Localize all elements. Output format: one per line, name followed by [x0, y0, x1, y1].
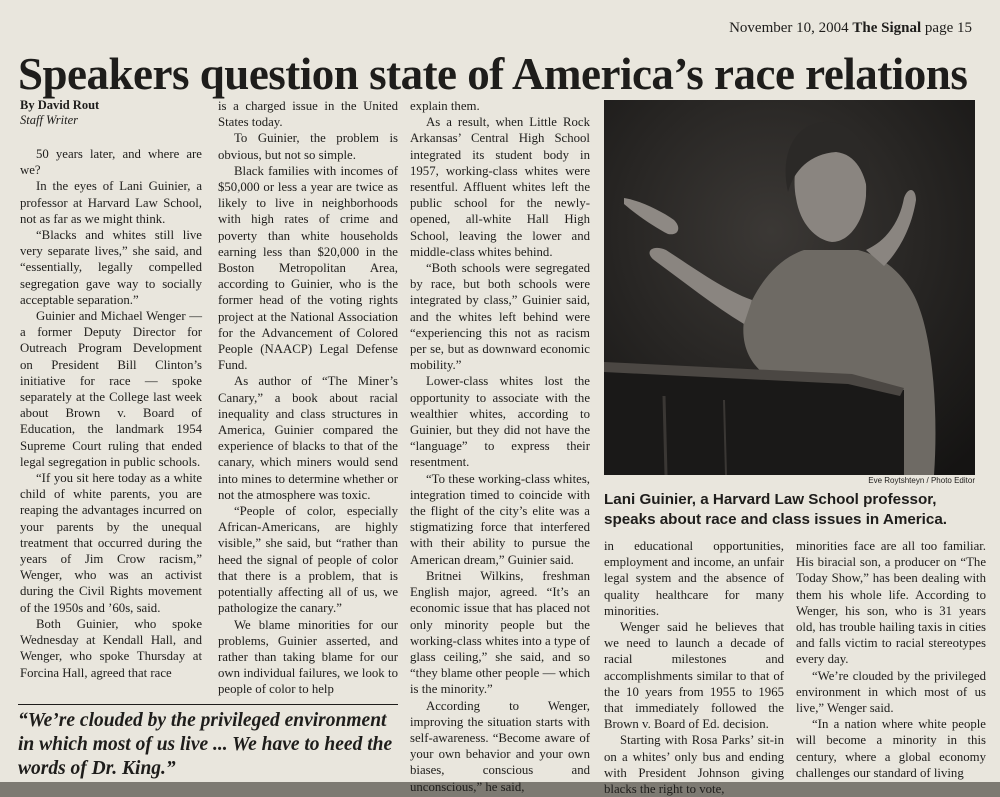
headline: Speakers question state of America’s race relations [18, 49, 968, 99]
folio-page-number: page 15 [924, 20, 972, 36]
paragraph: is a charged issue in the United States today. [218, 99, 398, 130]
paragraph: According to Wenger, improving the situation starts with self-awareness. “Become aware of your own behavior and your own biases, conscious and unconscious,” he said, [410, 698, 590, 794]
paragraph: “We’re clouded by the privileged environment in which most of us live,” Wenger said. [796, 668, 986, 716]
paragraph: in educational opportunities, employment and income, an unfair legal system and the absence of quality healthcare for many minorities. [604, 539, 784, 618]
paragraph: Both Guinier, who spoke Wednesday at Kendall Hall, and Wenger, who spoke Thursday at Forcina Hall, agreed that race [20, 616, 202, 680]
folio-paper-name: The Signal [852, 20, 922, 36]
article-column-1 [20, 146, 202, 702]
page-folio [729, 20, 972, 37]
paragraph: Lower-class whites lost the opportunity to associate with the wealthier whites, according to Guinier, but they did not have the “language” to express their resentment. [410, 374, 590, 470]
photo-credit: Eve Roytshteyn / Photo Editor [868, 476, 975, 485]
paragraph: As a result, when Little Rock Arkansas’ Central High School integrated its student body in 1957, working-class whites were resentful. Affluent whites left the public school for the newly-opened, all-white Hall High School, leaving the lower and middle-class whites behind. [410, 115, 590, 259]
article-column-5 [796, 538, 986, 782]
article-column-2 [218, 98, 398, 702]
paragraph: “To these working-class whites, integration timed to coincide with the flight of the city’s elite was a stigmatizing force that interfered with their ability to pursue the American dream,” Guinier said. [410, 471, 590, 567]
article-column-4 [604, 538, 784, 797]
folio-date: November 10, 2004 [729, 20, 849, 36]
paragraph: Wenger said he believes that we need to launch a decade of racial milestones and accomplishments similar to that of the 10 years from 1955 to 1965 that immediately followed the Brown v. Board of Ed. decision. [604, 620, 784, 732]
paragraph: “In a nation where white people will become a minority in this century, where a global economy challenges our standard of living [796, 717, 986, 780]
paragraph: minorities face are all too familiar. His biracial son, a producer on “The Today Show,” has been dealing with them his whole life. According to Wenger, his son, who is 31 years old, has trouble hailing taxis in cities and falls victim to racial stereotypes every day. [796, 539, 986, 667]
paragraph: explain them. [410, 99, 480, 113]
paragraph: 50 years later, and where are we? [20, 147, 202, 178]
paragraph: We blame minorities for our problems, Guinier asserted, and rather than taking blame for our own individual failures, we look to people of color to help [218, 617, 398, 697]
paragraph: “People of color, especially African-Americans, are highly visible,” she said, but “rather than heed the signal of people of color that there is a problem, that is potentially affecting all of us, we pathologize the canary.” [218, 504, 398, 616]
paragraph: Starting with Rosa Parks’ sit-in on a whites’ only bus and ending with President Johnson giving blacks the right to vote, [604, 733, 784, 797]
photo-caption: Lani Guinier, a Harvard Law School professor, speaks about race and class issues in America. [604, 491, 948, 528]
paragraph: “Both schools were segregated by race, but both schools were integrated by class,” Guinier said, and the whites left behind were “experiencing this not as racism per se, but as downward economic mobility.” [410, 261, 590, 373]
paragraph: Guinier and Michael Wenger — a former Deputy Director for Outreach Program Development on President Bill Clinton’s initiative for race — spoke separately at the College last week about Brown v. Board of Education, the landmark 1954 Supreme Court ruling that ended legal segregation in public schools. [20, 309, 202, 469]
byline-role: Staff Writer [20, 113, 78, 127]
paragraph: To Guinier, the problem is obvious, but not so simple. [218, 131, 398, 162]
byline-name: By David Rout [20, 98, 100, 112]
pull-quote: “We’re clouded by the privileged environment in which most of us live ... We have to heed the words of Dr. King.” [18, 704, 398, 781]
paragraph: Britnei Wilkins, freshman English major, agreed. “It’s an economic issue that has placed not only minority people but the working-class whites into a type of glass ceiling,” she said, and so “they blame other people — which is the minority.” [410, 568, 590, 697]
speaker-photo [604, 100, 975, 475]
byline [20, 98, 99, 128]
speaker-photo-image [604, 100, 975, 475]
paragraph: “Blacks and whites still live very separate lives,” she said, and “essentially, legally compelled segregation gave way to socially acceptable separation.” [20, 228, 202, 307]
article-column-3 [410, 98, 590, 794]
paragraph: In the eyes of Lani Guinier, a professor at Harvard Law School, not as far as we might think. [20, 179, 202, 226]
paragraph: As author of “The Miner’s Canary,” a book about racial inequality and class structures in America, Guinier compared the experience of blacks to that of the canary, which miners would send into mines to determine whether or not the atmosphere was toxic. [218, 374, 398, 502]
paragraph: “If you sit here today as a white child of white parents, you are reaping the advantages incurred on your parents by the unequal treatment that occurred during the years of Jim Crow racism,” Wenger, who was an activist during the Civil Rights movement of the 1950s and ’60s, said. [20, 471, 202, 615]
paragraph: Black families with incomes of $50,000 or less a year are twice as likely to live in neighborhoods with high rates of crime and poverty than white households earning less than $20,000 in the Boston Metropolitan Area, according to Guinier, who is the former head of the voting rights project at the National Association for the Advancement of Colored People (NAACP) Legal Defense Fund. [218, 163, 398, 373]
